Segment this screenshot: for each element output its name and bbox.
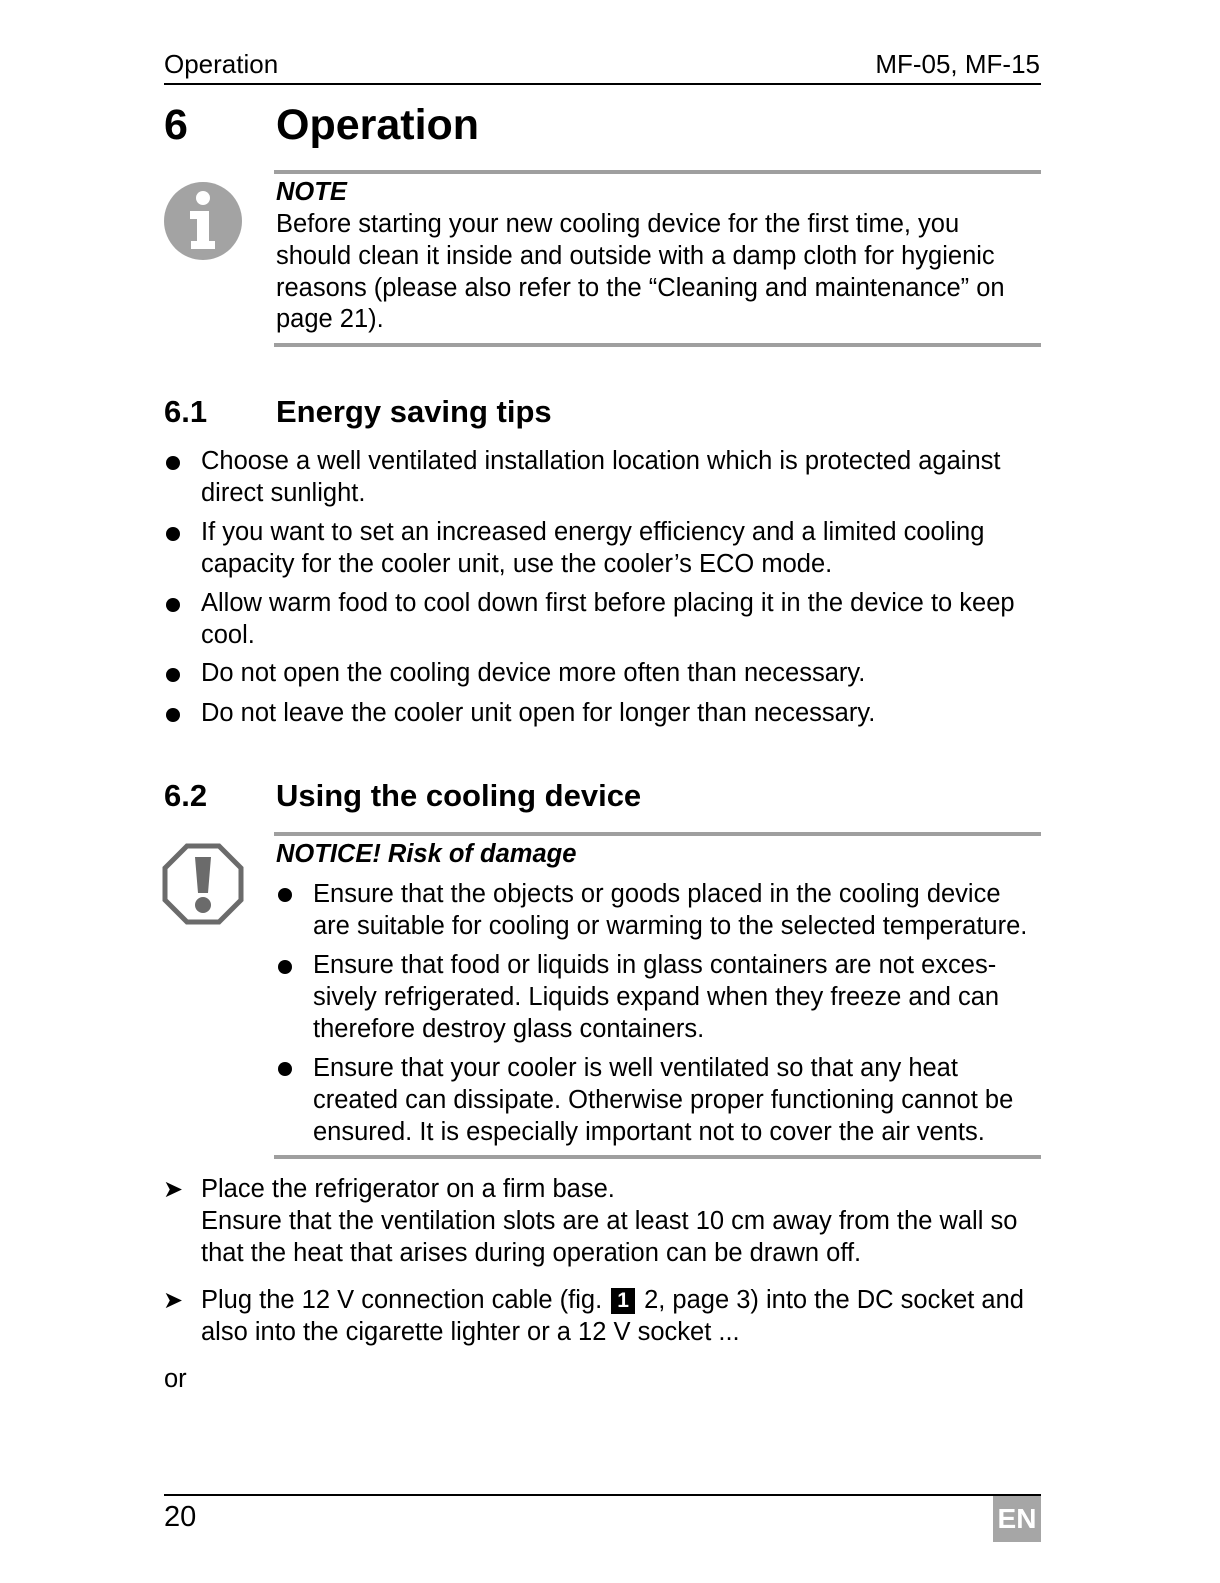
step-line: Place the refrigerator on a firm base.	[201, 1175, 615, 1203]
notice-item-line: Ensure that your cooler is well ventilated so that any heat	[313, 1054, 958, 1082]
step-line: also into the cigarette lighter or a 12 V socket ...	[201, 1317, 740, 1346]
running-header-right: MF-05, MF-15	[875, 49, 1040, 79]
warning-octagon-icon	[162, 843, 244, 925]
note-line: reasons (please also refer to the “Cleaning and maintenance” on	[276, 273, 1005, 302]
section-number: 6	[164, 101, 188, 149]
list-item-line: capacity for the cooler unit, use the cooler’s ECO mode.	[201, 549, 833, 578]
step-arrow-icon: ➤	[163, 1176, 184, 1203]
step-item	[201, 1285, 1051, 1349]
list-item-line: direct sunlight.	[201, 478, 366, 507]
notice-bottom-rule	[274, 1155, 1041, 1159]
notice-item-line: ensured. It is especially important not to cover the air vents.	[313, 1117, 985, 1146]
list-item-line: Do not open the cooling device more often than necessary.	[201, 659, 866, 687]
bullet-dot	[278, 888, 292, 902]
section-title: Operation	[276, 101, 480, 149]
list-item-line: cool.	[201, 620, 255, 649]
language-badge: EN	[993, 1496, 1041, 1542]
step-line	[201, 1285, 1051, 1317]
or-text: or	[164, 1365, 187, 1393]
list-item	[201, 658, 1051, 690]
note-line: Before starting your new cooling device for the first time, you	[276, 210, 960, 238]
notice-item-line: created can dissipate. Otherwise proper functioning cannot be	[313, 1085, 1014, 1114]
list-item-line: Allow warm food to cool down first before placing it in the device to keep	[201, 589, 1015, 617]
bullet-dot	[278, 1062, 292, 1076]
step-line: Ensure that the ventilation slots are at least 10 cm away from the wall so	[201, 1206, 1018, 1235]
note-text	[276, 209, 1046, 336]
footer-rule	[164, 1494, 1041, 1496]
list-item	[201, 517, 1051, 581]
list-item-line: Do not leave the cooler unit open for longer than necessary.	[201, 699, 876, 727]
bullet-dot	[166, 527, 180, 541]
note-bottom-rule	[274, 343, 1041, 347]
list-item-line: If you want to set an increased energy efficiency and a limited cooling	[201, 518, 985, 546]
notice-item-line: sively refrigerated. Liquids expand when they freeze and can	[313, 982, 1000, 1011]
notice-item-line: Ensure that food or liquids in glass containers are not exces-	[313, 951, 997, 979]
notice-item-line: are suitable for cooling or warming to the selected temperature.	[313, 911, 1028, 940]
bullet-dot	[278, 960, 292, 974]
note-title: NOTE	[276, 178, 347, 206]
bullet-dot	[166, 456, 180, 470]
step-text: 2, page 3) into the DC socket and	[644, 1286, 1024, 1314]
subsection-number: 6.2	[164, 778, 208, 813]
note-top-rule	[274, 170, 1041, 174]
list-item-line: Choose a well ventilated installation location which is protected against	[201, 447, 1001, 475]
notice-top-rule	[274, 832, 1041, 836]
notice-item	[313, 950, 1048, 1045]
step-text: Plug the 12 V connection cable (fig.	[201, 1286, 603, 1314]
notice-item	[313, 879, 1048, 943]
note-line: should clean it inside and outside with a damp cloth for hygienic	[276, 241, 995, 270]
bullet-dot	[166, 708, 180, 722]
running-header-left: Operation	[164, 49, 279, 79]
note-line: page 21).	[276, 305, 384, 334]
figure-number-badge: 1	[611, 1288, 635, 1314]
bullet-dot	[166, 598, 180, 612]
list-item	[201, 698, 1051, 730]
subsection-title: Energy saving tips	[276, 394, 552, 429]
info-icon	[163, 181, 243, 261]
list-item	[201, 588, 1051, 652]
notice-item	[313, 1053, 1048, 1148]
notice-item-line: therefore destroy glass containers.	[313, 1014, 705, 1043]
step-line: that the heat that arises during operation can be drawn off.	[201, 1238, 862, 1267]
list-item	[201, 446, 1051, 510]
step-item	[201, 1174, 1051, 1269]
bullet-dot	[166, 668, 180, 682]
header-rule	[164, 83, 1041, 85]
subsection-number: 6.1	[164, 394, 208, 429]
notice-item-line: Ensure that the objects or goods placed in the cooling device	[313, 880, 1001, 908]
subsection-title: Using the cooling device	[276, 778, 642, 813]
page-number: 20	[164, 1501, 197, 1533]
step-arrow-icon: ➤	[163, 1287, 184, 1314]
notice-title: NOTICE! Risk of damage	[276, 840, 577, 868]
